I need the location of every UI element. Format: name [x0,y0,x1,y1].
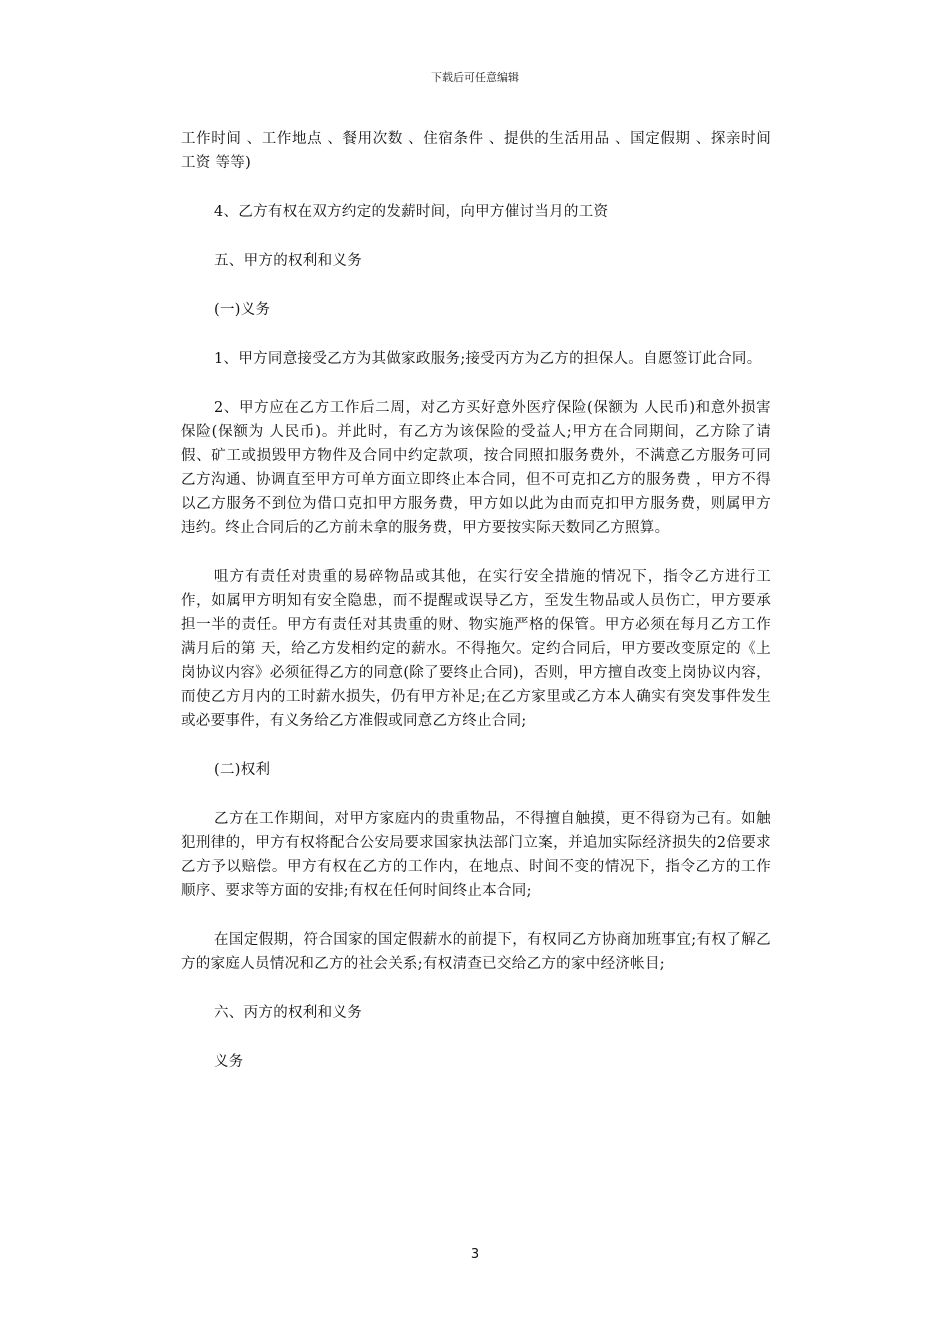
subsection-heading-rights: (二)权利 [214,762,271,778]
paragraph-rights-1: 乙方在工作期间，对甲方家庭内的贵重物品，不得擅自触摸，更不得窃为己有。如触犯刑律的，甲方有权将配合公安局要求国家执法部门立案，并追加实际经济损失的2倍要求乙方予以赔偿。甲方有权在乙方的工作内，在地点、时间不变的情况下，指令乙方的工作顺序、要求等方面的安排;有权在任何时间终止本合同; [181,811,771,899]
section-heading-party-c: 六、丙方的权利和义务 [214,1005,362,1021]
paragraph-obligation-2: 2、甲方应在乙方工作后二周，对乙方买好意外医疗保险(保额为 人民币)和意外损害保险(保额为 人民币)。并此时，有乙方为该保险的受益人;甲方在合同期间，乙方除了请假、矿工或损毁甲方物件及合同中约定款项，按合同照扣服务费外，不满意乙方服务可同乙方沟通、协调直至甲方可单方面立即终止本合同，但不可克扣乙方的服务费 ，甲方不得以乙方服务不到位为借口克扣甲方服务费，甲方如以此为由而克扣甲方服务费，则属甲方违约。终止合同后的乙方前未拿的服务费，甲方要按实际天数同乙方照算。 [181,400,771,536]
subsection-heading-party-c-obligations: 义务 [214,1054,244,1070]
paragraph-work-terms: 工作时间 、工作地点 、餐用次数 、住宿条件 、提供的生活用品 、国定假期 、探亲时间 工资 等等) [181,131,771,171]
paragraph-obligation-3: 咀方有责任对贵重的易碎物品或其他，在实行安全措施的情况下，指令乙方进行工作，如属甲方明知有安全隐患，而不提醒或误导乙方，至发生物品或人员伤亡，甲方要承担一半的责任。甲方有责任对其贵重的财、物实施严格的保管。甲方必须在每月乙方工作满月后的第 天，给乙方发相约定的薪水。不得拖欠。定约合同后，甲方要改变原定的《上岗协议内容》必须征得乙方的同意(除了要终止合同)，否则，甲方擅自改变上岗协议内容，而使乙方月内的工时薪水损失，仍有甲方补足;在乙方家里或乙方本人确实有突发事件发生或必要事件，有义务给乙方准假或同意乙方终止合同; [181,569,771,729]
subsection-heading-obligations: (一)义务 [214,302,271,318]
section-heading-party-a: 五、甲方的权利和义务 [214,253,362,269]
document-body [181,127,771,1099]
paragraph-obligation-1: 1、甲方同意接受乙方为其做家政服务;接受丙方为乙方的担保人。自愿签订此合同。 [214,351,762,367]
paragraph-rights-2: 在国定假期，符合国家的国定假薪水的前提下，有权同乙方协商加班事宜;有权了解乙方的家庭人员情况和乙方的社会关系;有权清查已交给乙方的家中经济帐目; [181,932,771,972]
page-header: 下载后可任意编辑 [431,71,519,84]
page-number: 3 [470,1247,480,1262]
paragraph-salary-claim: 4、乙方有权在双方约定的发薪时间，向甲方催讨当月的工资 [214,204,609,220]
